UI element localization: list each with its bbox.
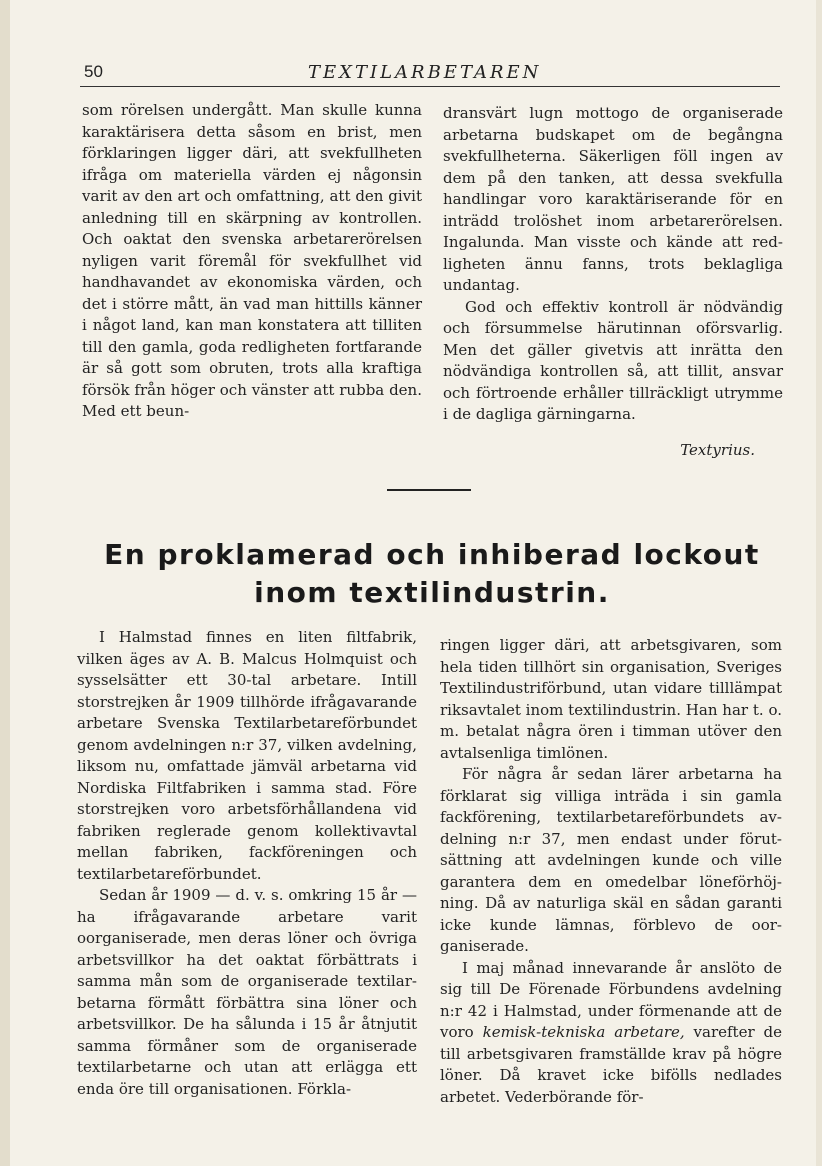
- headline-line-1: En proklamerad och inhiberad lockout: [104, 538, 760, 571]
- page-number: 50: [84, 62, 103, 81]
- article2-left-column: [77, 627, 417, 1100]
- article2-right-paragraph-2: För några år sedan lärer arbetarna ha förklarat sig villiga inträda i sin gamla fackförening, textilarbetareförbundets avdelning n:r 37, men endast under förutsättning att avdelningen kunde och ville garantera dem en omedelbar löneförhöjning. Då av naturliga skäl en sådan garanti icke kunde lämnas, förblevo de oorganiserade.: [440, 765, 782, 955]
- article2-right-column: [440, 635, 782, 1108]
- header-rule: [80, 86, 780, 87]
- article2-right-paragraph-1: ringen ligger däri, att arbetsgivaren, som hela tiden tillhört sin organisation, Sveriges Textilindustriförbund, utan vidare tilllämpat riksavtalet inom textilindustrin. Han har t. o. m. betalat några ören i timman utöver den avtalsenliga timlönen.: [440, 636, 782, 762]
- headline-line-2: inom textilindustrin.: [254, 576, 610, 609]
- article1-right-paragraph-2: God och effektiv kontroll är nödvändig och försummelse härutinnan oförsvarlig. Men det gäller givetvis att inrätta den nödvändiga kontrollen så, att tillit, ansvar och förtroende erhåller tillräckligt utrymme i de dagliga gärningarna.: [443, 297, 783, 423]
- page-edge-left: [0, 0, 10, 1166]
- paragraph-3-text-end: varefter de till arbetsgivaren framställde krav på högre löner. Då kravet icke bifölls nedlades arbetet. Vederbörande för-: [440, 1023, 782, 1106]
- publication-title: TEXTILARBETAREN: [308, 62, 542, 83]
- article-divider: [387, 489, 471, 491]
- emphasized-phrase: kemisk-tekniska arbetare,: [482, 1023, 685, 1041]
- article2-right-paragraph-3: [440, 958, 782, 1109]
- article1-signature: Textyrius.: [680, 441, 755, 459]
- running-header: [80, 62, 780, 88]
- article2-left-paragraph-2: Sedan år 1909 — d. v. s. omkring 15 år — ha ifrågavarande arbetare varit oorganiserade, men deras löner och övriga arbetsvillkor ha det oaktat förbättrats i samma mån som de organiserade textilarbetarna förmått förbättra sina löner och arbetsvillkor. De ha sålunda i 15 år åtnjutit samma förmåner som de organiserade textilarbetarne och utan att erlägga ett enda öre till organisationen. Förkla-: [77, 886, 417, 1098]
- article1-right-column: [443, 103, 783, 426]
- page-edge-right: [816, 0, 822, 1166]
- article2-left-paragraph-1: I Halmstad finnes en liten filtfabrik, vilken äges av A. B. Malcus Holmquist och sysselsätter ett 30-tal arbetare. Intill storstrejken år 1909 tillhörde ifrågavarande arbetare Svenska Textilarbetareförbundet genom avdelningen n:r 37, vilken avdelning, liksom nu, omfattade jämväl arbetarna vid Nordiska Filtfabriken i samma stad. Före storstrejken voro arbetsförhållandena vid fabriken reglerade genom kollektivavtal mellan fabriken, fackföreningen och textilarbetareförbundet.: [77, 628, 417, 883]
- paragraph-3-text-start: I maj månad innevarande år anslöto de sig till De Förenade Förbundens avdelning n:r 42 i Halmstad, under förmenande att de voro: [440, 958, 782, 1041]
- article1-right-paragraph-1: dransvärt lugn mottogo de organiserade arbetarna budskapet om de begångna svekfullheterna. Säkerligen föll ingen av dem på den tanken, att dessa svekfulla handlingar voro karaktäriserande för en inträdd trolöshet inom arbetarerörelsen. Ingalunda. Man visste och kände att redligheten ännu fanns, trots beklagliga undantag.: [443, 104, 783, 294]
- article1-left-text: som rörelsen undergått. Man skulle kunna karaktärisera detta såsom en brist, men förklaringen ligger däri, att svekfullheten ifråga om materiella värden ej någonsin varit av den art och omfattning, att den givit anledning till en skärpning av kontrollen. Och oaktat den svenska arbetarerörelsen nyligen varit föremål för svekfullhet vid handhavandet av ekonomiska värden, och det i större mått, än vad man hittills känner i något land, kan man konstatera att tilliten till den gamla, goda redligheten fortfarande är så gott som obruten, trots alla kraftiga försök från höger och vänster att rubba den. Med ett beun-: [82, 101, 422, 420]
- article1-left-column: [82, 100, 422, 423]
- article2-headline: [62, 536, 802, 612]
